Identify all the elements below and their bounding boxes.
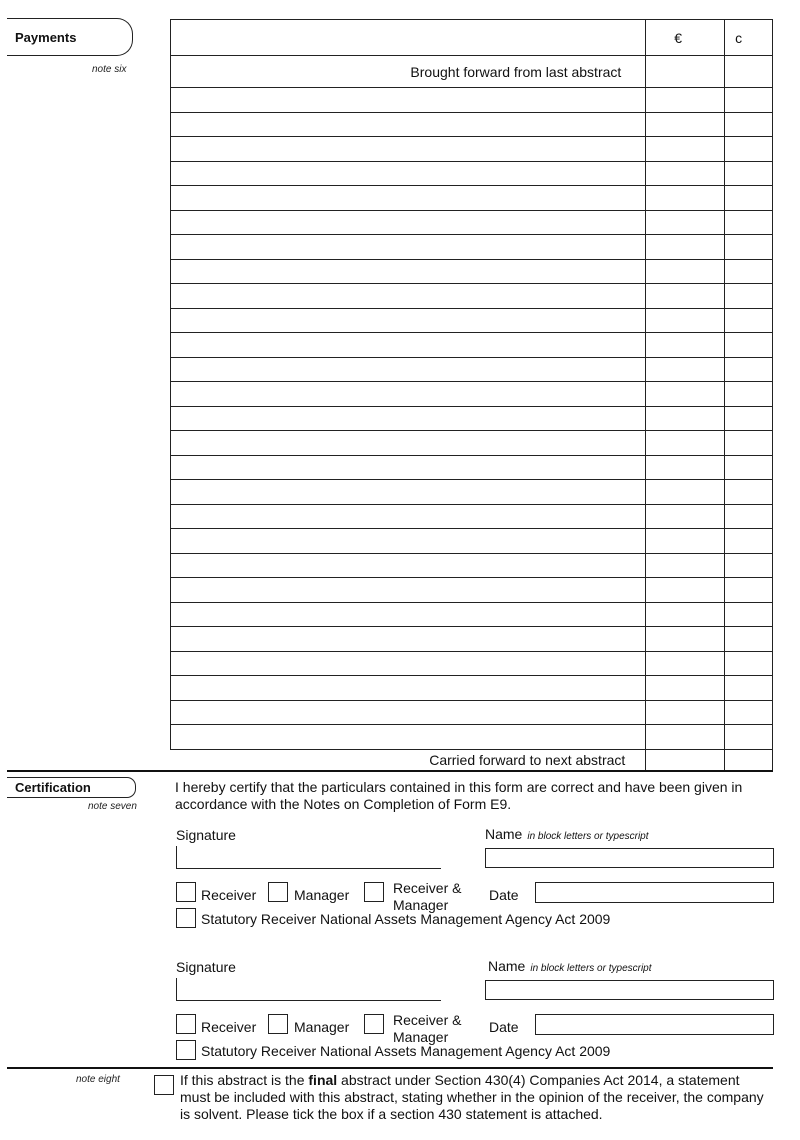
- final-text-bold: final: [308, 1072, 338, 1088]
- manager-checkbox-1[interactable]: [268, 882, 288, 902]
- payment-description-field[interactable]: [171, 455, 646, 480]
- payment-description-field[interactable]: [171, 235, 646, 260]
- payment-euro-field[interactable]: [646, 504, 725, 529]
- payment-row: [171, 725, 773, 750]
- certification-note: note seven: [88, 801, 137, 812]
- payment-rows: [171, 88, 773, 750]
- statutory-receiver-label-1: Statutory Receiver National Assets Management Agency Act 2009: [201, 911, 611, 927]
- carried-forward-label: Carried forward to next abstract: [171, 749, 646, 770]
- statutory-receiver-checkbox-1[interactable]: [176, 908, 196, 928]
- payment-cents-field[interactable]: [725, 284, 773, 309]
- payment-row: [171, 186, 773, 211]
- receiver-checkbox-2[interactable]: [176, 1014, 196, 1034]
- payment-row: [171, 382, 773, 407]
- certification-tab: [7, 777, 136, 798]
- date-label-1: Date: [489, 887, 519, 903]
- payment-description-field[interactable]: [171, 529, 646, 554]
- payment-cents-field[interactable]: [725, 259, 773, 284]
- brought-forward-euro-field[interactable]: [646, 56, 725, 88]
- name-label-2: [488, 958, 652, 974]
- final-text-before: If this abstract is the: [180, 1072, 309, 1088]
- carried-forward-row: [171, 749, 773, 770]
- payment-description-field[interactable]: [171, 137, 646, 162]
- payment-description-field[interactable]: [171, 333, 646, 358]
- payment-description-field[interactable]: [171, 651, 646, 676]
- date-field-2[interactable]: [535, 1014, 774, 1035]
- payment-cents-field[interactable]: [725, 627, 773, 652]
- payment-row: [171, 504, 773, 529]
- payments-bottom-rule: [7, 770, 773, 772]
- receiver-manager-label-2: [393, 1012, 461, 1046]
- payment-euro-field[interactable]: [646, 480, 725, 505]
- payment-euro-field[interactable]: [646, 529, 725, 554]
- carried-forward-cents-field[interactable]: [725, 749, 773, 770]
- payment-cents-field[interactable]: [725, 88, 773, 113]
- euro-header-cell: €: [646, 20, 725, 56]
- payment-cents-field[interactable]: [725, 308, 773, 333]
- payment-euro-field[interactable]: [646, 333, 725, 358]
- payment-row: [171, 259, 773, 284]
- payment-row: [171, 333, 773, 358]
- payment-description-field[interactable]: [171, 480, 646, 505]
- signature-label-1: Signature: [176, 827, 236, 843]
- payment-row: [171, 627, 773, 652]
- signature-label-2: Signature: [176, 959, 236, 975]
- payment-row: [171, 308, 773, 333]
- payment-cents-field[interactable]: [725, 112, 773, 137]
- name-hint-2: in block letters or typescript: [530, 963, 652, 974]
- payment-euro-field[interactable]: [646, 553, 725, 578]
- payment-row: [171, 455, 773, 480]
- payment-euro-field[interactable]: [646, 578, 725, 603]
- payment-description-field[interactable]: [171, 431, 646, 456]
- payment-cents-field[interactable]: [725, 676, 773, 701]
- receiver-manager-checkbox-2[interactable]: [364, 1014, 384, 1034]
- payment-euro-field[interactable]: [646, 112, 725, 137]
- payment-euro-field[interactable]: [646, 651, 725, 676]
- payment-row: [171, 210, 773, 235]
- date-field-1[interactable]: [535, 882, 774, 903]
- payment-cents-field[interactable]: [725, 333, 773, 358]
- certification-title: Certification: [15, 780, 91, 795]
- payment-euro-field[interactable]: [646, 88, 725, 113]
- payment-euro-field[interactable]: [646, 455, 725, 480]
- receiver-manager-line1-1: Receiver &: [393, 880, 462, 896]
- payment-cents-field[interactable]: [725, 137, 773, 162]
- payment-description-field[interactable]: [171, 602, 646, 627]
- payment-cents-field[interactable]: [725, 210, 773, 235]
- payment-row: [171, 529, 773, 554]
- payment-euro-field[interactable]: [646, 284, 725, 309]
- payment-description-field[interactable]: [171, 676, 646, 701]
- receiver-label-1: Receiver: [201, 887, 257, 903]
- payments-table: [170, 19, 773, 770]
- name-hint-1: in block letters or typescript: [527, 831, 649, 842]
- manager-label-2: Manager: [294, 1019, 350, 1035]
- payment-euro-field[interactable]: [646, 186, 725, 211]
- payment-row: [171, 137, 773, 162]
- payment-row: [171, 161, 773, 186]
- payment-row: [171, 480, 773, 505]
- payment-description-field[interactable]: [171, 88, 646, 113]
- receiver-manager-line1-2: Receiver &: [393, 1012, 462, 1028]
- payment-row: [171, 676, 773, 701]
- payment-description-field[interactable]: [171, 725, 646, 750]
- payment-description-field[interactable]: [171, 259, 646, 284]
- brought-forward-label: Brought forward from last abstract: [171, 56, 646, 88]
- payment-description-field[interactable]: [171, 284, 646, 309]
- payment-cents-field[interactable]: [725, 725, 773, 750]
- payment-row: [171, 602, 773, 627]
- payment-description-field[interactable]: [171, 112, 646, 137]
- payment-euro-field[interactable]: [646, 700, 725, 725]
- name-label-1: [485, 826, 649, 842]
- payment-euro-field[interactable]: [646, 357, 725, 382]
- payment-description-field[interactable]: [171, 504, 646, 529]
- payment-row: [171, 651, 773, 676]
- payment-euro-field[interactable]: [646, 602, 725, 627]
- payment-euro-field[interactable]: [646, 308, 725, 333]
- receiver-label-2: Receiver: [201, 1019, 257, 1035]
- final-abstract-text: [180, 1072, 772, 1123]
- section-430-checkbox[interactable]: [154, 1075, 174, 1095]
- payment-euro-field[interactable]: [646, 431, 725, 456]
- payment-euro-field[interactable]: [646, 382, 725, 407]
- brought-forward-cents-field[interactable]: [725, 56, 773, 88]
- receiver-manager-checkbox-1[interactable]: [364, 882, 384, 902]
- date-label-2: Date: [489, 1019, 519, 1035]
- final-note: note eight: [76, 1074, 120, 1085]
- payments-header-row: [171, 20, 773, 56]
- payment-cents-field[interactable]: [725, 553, 773, 578]
- payment-euro-field[interactable]: [646, 235, 725, 260]
- carried-forward-euro-field[interactable]: [646, 749, 725, 770]
- payment-description-field[interactable]: [171, 700, 646, 725]
- certification-statement: I hereby certify that the particulars contained in this form are correct and have been given in accordance with the Notes on Completion of Form E9.: [175, 779, 743, 812]
- payment-cents-field[interactable]: [725, 504, 773, 529]
- name-field-1[interactable]: [485, 848, 774, 868]
- payment-cents-field[interactable]: [725, 651, 773, 676]
- payment-cents-field[interactable]: [725, 455, 773, 480]
- payment-cents-field[interactable]: [725, 382, 773, 407]
- payment-row: [171, 235, 773, 260]
- payment-euro-field[interactable]: [646, 210, 725, 235]
- payment-description-field[interactable]: [171, 161, 646, 186]
- payment-description-field[interactable]: [171, 627, 646, 652]
- payment-cents-field[interactable]: [725, 700, 773, 725]
- payment-cents-field[interactable]: [725, 602, 773, 627]
- payment-description-field[interactable]: [171, 382, 646, 407]
- description-header-cell: [171, 20, 646, 56]
- manager-label-1: Manager: [294, 887, 350, 903]
- payment-euro-field[interactable]: [646, 137, 725, 162]
- statutory-receiver-checkbox-2[interactable]: [176, 1040, 196, 1060]
- payment-cents-field[interactable]: [725, 431, 773, 456]
- receiver-manager-label-1: [393, 880, 461, 914]
- signature-field-2[interactable]: [176, 978, 441, 1001]
- payment-cents-field[interactable]: [725, 578, 773, 603]
- payment-row: [171, 431, 773, 456]
- payment-row: [171, 284, 773, 309]
- payment-description-field[interactable]: [171, 553, 646, 578]
- payment-description-field[interactable]: [171, 406, 646, 431]
- payment-row: [171, 700, 773, 725]
- payment-euro-field[interactable]: [646, 161, 725, 186]
- name-field-2[interactable]: [485, 980, 774, 1000]
- payment-euro-field[interactable]: [646, 676, 725, 701]
- payment-cents-field[interactable]: [725, 235, 773, 260]
- payment-euro-field[interactable]: [646, 406, 725, 431]
- receiver-manager-line2-1: Manager: [393, 897, 449, 913]
- statutory-receiver-label-2: Statutory Receiver National Assets Management Agency Act 2009: [201, 1043, 611, 1059]
- payment-description-field[interactable]: [171, 210, 646, 235]
- payment-cents-field[interactable]: [725, 186, 773, 211]
- payment-cents-field[interactable]: [725, 161, 773, 186]
- payment-description-field[interactable]: [171, 357, 646, 382]
- payment-cents-field[interactable]: [725, 480, 773, 505]
- payment-euro-field[interactable]: [646, 627, 725, 652]
- payment-row: [171, 406, 773, 431]
- receiver-checkbox-1[interactable]: [176, 882, 196, 902]
- signature-field-1[interactable]: [176, 846, 441, 869]
- payment-row: [171, 578, 773, 603]
- payments-tab: [7, 18, 133, 56]
- manager-checkbox-2[interactable]: [268, 1014, 288, 1034]
- cents-header-cell: c: [725, 20, 773, 56]
- name-label-text-1: Name: [485, 826, 523, 842]
- payment-description-field[interactable]: [171, 578, 646, 603]
- payment-cents-field[interactable]: [725, 406, 773, 431]
- brought-forward-row: [171, 56, 773, 88]
- payment-row: [171, 553, 773, 578]
- final-text-after: abstract under Section 430(4) Companies Act 2014, a statement must be included with this abstract, stating whether in the opinion of the receiver, the company is solvent. Please tick the box if a section 430 statement is attached.: [180, 1072, 764, 1122]
- payment-euro-field[interactable]: [646, 259, 725, 284]
- payment-description-field[interactable]: [171, 186, 646, 211]
- name-label-text-2: Name: [488, 958, 526, 974]
- payment-row: [171, 88, 773, 113]
- payment-row: [171, 357, 773, 382]
- receiver-manager-line2-2: Manager: [393, 1029, 449, 1045]
- payment-cents-field[interactable]: [725, 357, 773, 382]
- payments-title: Payments: [15, 29, 77, 45]
- payments-note: note six: [92, 64, 127, 75]
- payment-cents-field[interactable]: [725, 529, 773, 554]
- certification-bottom-rule: [7, 1067, 773, 1069]
- payment-euro-field[interactable]: [646, 725, 725, 750]
- payment-row: [171, 112, 773, 137]
- payment-description-field[interactable]: [171, 308, 646, 333]
